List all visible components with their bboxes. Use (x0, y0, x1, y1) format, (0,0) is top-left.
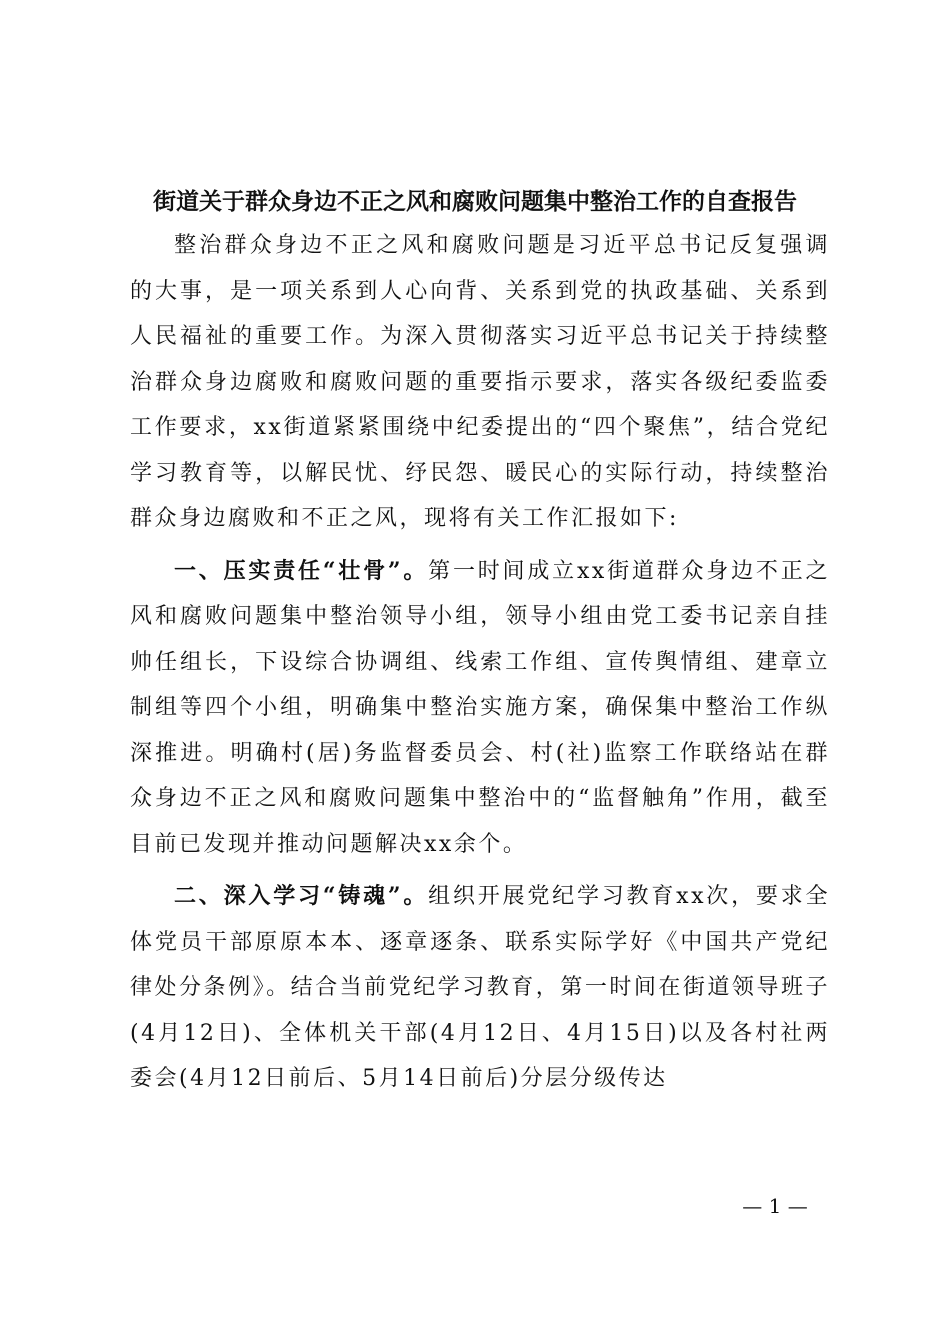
section-heading-2: 二、深入学习“铸魂”。 (174, 883, 429, 909)
document-title: 街道关于群众身边不正之风和腐败问题集中整治工作的自查报告 (153, 188, 797, 215)
section-paragraph-2 (130, 874, 830, 1102)
document-body (130, 223, 830, 1102)
section-paragraph-1 (130, 549, 830, 868)
section-text-1: 第一时间成立xx街道群众身边不正之风和腐败问题集中整治领导小组，领导小组由党工委书记亲自挂帅任组长，下设综合协调组、线索工作组、宣传舆情组、建章立制组等四个小组，明确集中整治实施方案，确保集中整治工作纵深推进。明确村(居)务监督委员会、村(社)监察工作联络站在群众身边不正之风和腐败问题集中整治中的“监督触角”作用，截至目前已发现并推动问题解决xx余个。 (130, 558, 830, 857)
section-text-2: 组织开展党纪学习教育xx次，要求全体党员干部原原本本、逐章逐条、联系实际学好《中国共产党纪律处分条例》。结合当前党纪学习教育，第一时间在街道领导班子(4月12日)、全体机关干部(4月12日、4月15日)以及各村社两委会(4月12日前后、5月14日前后)分层分级传达 (130, 884, 830, 1091)
intro-paragraph: 整治群众身边不正之风和腐败问题是习近平总书记反复强调的大事，是一项关系到人心向背、关系到党的执政基础、关系到人民福祉的重要工作。为深入贯彻落实习近平总书记关于持续整治群众身边腐败和腐败问题的重要指示要求，落实各级纪委监委工作要求，xx街道紧紧围绕中纪委提出的“四个聚焦”，结合党纪学习教育等，以解民忧、纾民怨、暖民心的实际行动，持续整治群众身边腐败和不正之风，现将有关工作汇报如下: (130, 233, 830, 531)
page-number: — 1 — (742, 1194, 808, 1218)
section-heading-1: 一、压实责任“壮骨”。 (174, 557, 429, 584)
